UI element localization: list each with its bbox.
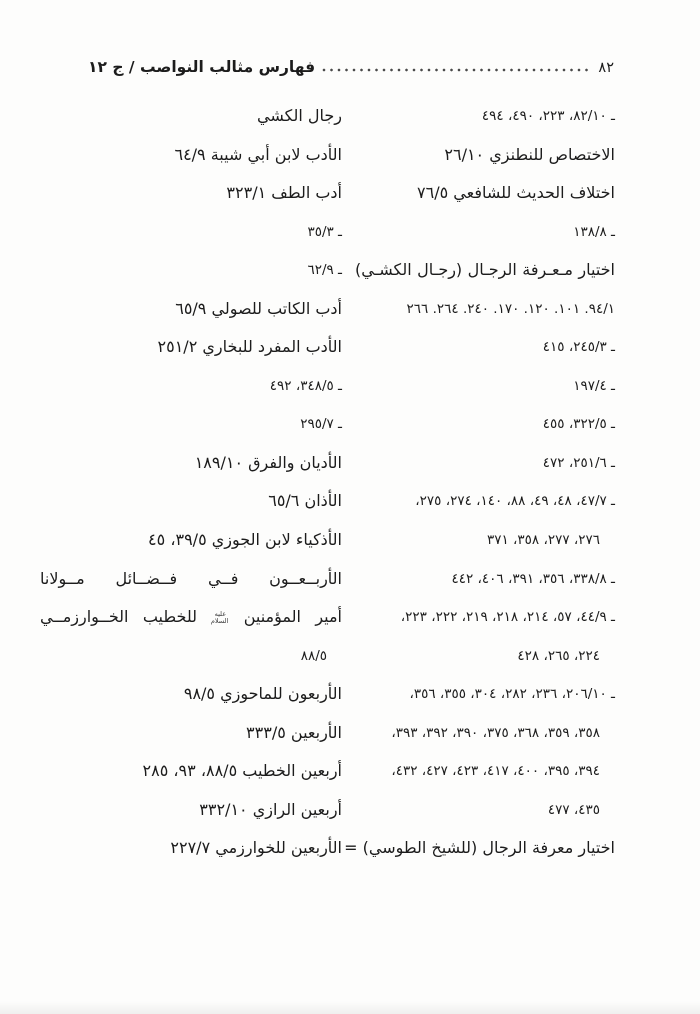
index-line: الاختصاص للنطنزي ٢٦/١٠ [444, 144, 615, 164]
index-line: ـ ٢٠٦/١٠، ٢٣٦، ٢٨٢، ٣٠٤، ٣٥٥، ٣٥٦، [409, 686, 615, 703]
dotted-leader [322, 68, 591, 72]
index-line: ٣٩٤، ٣٩٥، ٤٠٠، ٤١٧، ٤٢٣، ٤٢٧، ٤٣٢، [391, 763, 600, 780]
index-line: الأذكياء لابن الجوزي ٣٩/٥، ٤٥ [148, 530, 342, 550]
index-line: اختيار مـعـرفة الرجـال (رجـال الكشـي) [355, 260, 615, 280]
index-line: الأربعون للماحوزي ٩٨/٥ [183, 684, 342, 704]
index-line: ـ ٨٢/١٠، ٢٢٣، ٤٩٠، ٤٩٤ [481, 108, 615, 124]
index-line: ـ ٣٣٨/٨، ٣٥٦، ٣٩١، ٤٠٦، ٤٤٢ [451, 570, 615, 587]
index-line: الأدب المفرد للبخاري ٢٥١/٢ [157, 337, 342, 357]
running-title: فهارس مثالب النواصب / ج ١٢ [88, 58, 316, 77]
index-line: الأربعين للخوارزمي ٢٢٧/٧ [170, 838, 342, 858]
index-line: أربعين الخطيب ٨٨/٥، ٩٣، ٢٨٥ [142, 761, 342, 781]
index-line: ـ ٣٥/٣ [307, 223, 342, 240]
index-line: ٩٤/١. ١٠١. ١٢٠. ١٧٠. ٢٤٠. ٢٦٤. ٢٦٦ [406, 300, 615, 317]
index-line: اختلاف الحديث للشافعي ٧٦/٥ [417, 183, 615, 203]
index-column-left [40, 97, 342, 868]
index-line [40, 598, 342, 637]
index-line: ـ ٢٥١/٦، ٤٧٢ [542, 454, 615, 471]
index-line: ٣٥٨، ٣٥٩، ٣٦٨، ٣٧٥، ٣٩٠، ٣٩٢، ٣٩٣، [391, 724, 600, 741]
entry-text-before: أمير المؤمنين [243, 607, 342, 627]
index-line: ٢٧٦، ٢٧٧، ٣٥٨، ٣٧١ [486, 532, 600, 549]
index-line: الأدب لابن أبي شيبة ٦٤/٩ [174, 144, 342, 164]
index-line: ٤٣٥، ٤٧٧ [547, 801, 600, 818]
index-line: اختيار معرفة الرجال (للشيخ الطوسي) = [344, 838, 615, 858]
index-line: ـ ٢٤٥/٣، ٤١٥ [542, 339, 615, 356]
index-line: ـ ٤٧/٧، ٤٨، ٤٩، ٨٨، ١٤٠، ٢٧٤، ٢٧٥، [415, 493, 615, 510]
index-line: أدب الكاتب للصولي ٦٥/٩ [175, 298, 342, 318]
index-line: الأذان ٦٥/٦ [268, 491, 342, 511]
index-line: الأربــعــون فــي فــضــائل مــولانا [40, 568, 342, 588]
entry-text-after: للخطيب الخــوارزمــي [40, 607, 197, 627]
index-line: ـ ١٩٧/٤ [573, 377, 615, 394]
alayhi-salam-honorific: عليه السلام [210, 609, 229, 625]
index-line: ـ ٢٩٥/٧ [300, 416, 342, 433]
index-line: ٢٢٤، ٢٦٥، ٤٢٨ [517, 647, 600, 664]
index-line: ـ ٣٢٢/٥، ٤٥٥ [542, 416, 615, 433]
index-line: ـ ٤٤/٩، ٥٧، ٢١٤، ٢١٨، ٢١٩، ٢٢٢، ٢٢٣، [400, 609, 615, 626]
index-line: الأربعين ٣٣٣/٥ [246, 722, 342, 742]
index-line: ـ ٣٤٨/٥، ٤٩٢ [269, 377, 342, 394]
index-line: أربعين الرازي ٣٣٢/١٠ [199, 799, 342, 819]
index-line: ـ ٦٢/٩ [307, 262, 342, 279]
page-header [88, 48, 614, 78]
index-line: رجال الكشي [257, 106, 342, 125]
index-line: الأديان والفرق ١٨٩/١٠ [194, 452, 342, 472]
index-line: أدب الطف ٣٢٣/١ [226, 183, 342, 203]
index-column-right [344, 97, 615, 868]
page-bottom-shadow [0, 1001, 700, 1014]
page-number: ٨٢ [598, 59, 614, 76]
index-line: ـ ١٣٨/٨ [573, 223, 615, 240]
index-line: ٨٨/٥ [300, 647, 327, 664]
